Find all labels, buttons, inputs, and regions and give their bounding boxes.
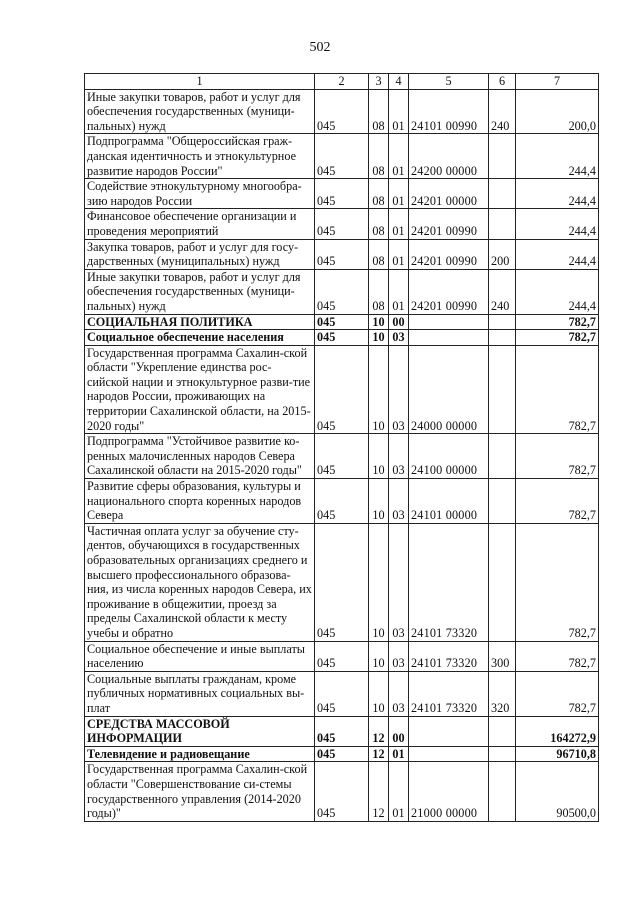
- row-expense-type: [489, 479, 516, 524]
- column-header: 2: [315, 74, 369, 90]
- table-header-row: [85, 74, 599, 90]
- row-name: Содействие этнокультурному многообра-зию народов России: [85, 179, 315, 209]
- row-amount: 782,7: [516, 345, 599, 434]
- table-row: [85, 345, 599, 434]
- row-target-article: 24101 00990: [409, 89, 489, 134]
- row-amount: 782,7: [516, 479, 599, 524]
- row-target-article: 24201 00990: [409, 209, 489, 239]
- table-row: [85, 134, 599, 179]
- row-name: Государственная программа Сахалин-ской области "Совершенствование си-стемы государственного управления (2014-2020 годы)": [85, 762, 315, 821]
- row-ministry-code: 045: [315, 479, 369, 524]
- row-name: Государственная программа Сахалин-ской области "Укрепление единства рос-сийской нации и этнокультурное разви-тие народов России, проживающих на территории Сахалинской области, на 2015-2020 годы": [85, 345, 315, 434]
- row-ministry-code: 045: [315, 523, 369, 641]
- row-expense-type: [489, 209, 516, 239]
- table-row: [85, 239, 599, 269]
- row-target-article: 24201 00000: [409, 179, 489, 209]
- table-row: [85, 716, 599, 746]
- row-amount: 244,4: [516, 179, 599, 209]
- row-expense-type: 320: [489, 671, 516, 716]
- row-expense-type: [489, 330, 516, 346]
- row-subsection-code: 01: [389, 269, 409, 314]
- row-ministry-code: 045: [315, 671, 369, 716]
- row-subsection-code: 03: [389, 479, 409, 524]
- row-ministry-code: 045: [315, 716, 369, 746]
- row-section-code: 10: [369, 671, 389, 716]
- row-target-article: [409, 330, 489, 346]
- row-name: Иные закупки товаров, работ и услуг для обеспечения государственных (муници-пальных) нужд: [85, 269, 315, 314]
- row-subsection-code: 01: [389, 746, 409, 762]
- row-subsection-code: 03: [389, 434, 409, 479]
- row-expense-type: [489, 716, 516, 746]
- row-subsection-code: 00: [389, 314, 409, 330]
- row-subsection-code: 03: [389, 671, 409, 716]
- row-ministry-code: 045: [315, 179, 369, 209]
- table-row: [85, 746, 599, 762]
- row-section-code: 10: [369, 314, 389, 330]
- row-amount: 782,7: [516, 671, 599, 716]
- row-target-article: [409, 746, 489, 762]
- row-section-code: 08: [369, 179, 389, 209]
- row-section-code: 08: [369, 89, 389, 134]
- row-ministry-code: 045: [315, 330, 369, 346]
- row-name: Иные закупки товаров, работ и услуг для обеспечения государственных (муници-пальных) нужд: [85, 89, 315, 134]
- row-expense-type: 240: [489, 89, 516, 134]
- row-section-code: 12: [369, 746, 389, 762]
- row-amount: 782,7: [516, 434, 599, 479]
- row-name: Социальное обеспечение и иные выплаты населению: [85, 641, 315, 671]
- row-target-article: [409, 716, 489, 746]
- row-subsection-code: 00: [389, 716, 409, 746]
- row-expense-type: 300: [489, 641, 516, 671]
- column-header: 7: [516, 74, 599, 90]
- table-row: [85, 641, 599, 671]
- row-subsection-code: 01: [389, 762, 409, 821]
- budget-table: [84, 73, 599, 822]
- row-target-article: 24000 00000: [409, 345, 489, 434]
- table-row: [85, 269, 599, 314]
- row-amount: 90500,0: [516, 762, 599, 821]
- row-amount: 164272,9: [516, 716, 599, 746]
- row-subsection-code: 01: [389, 134, 409, 179]
- row-target-article: [409, 314, 489, 330]
- row-amount: 782,7: [516, 330, 599, 346]
- row-section-code: 08: [369, 209, 389, 239]
- row-subsection-code: 01: [389, 89, 409, 134]
- row-subsection-code: 03: [389, 330, 409, 346]
- table-row: [85, 523, 599, 641]
- row-target-article: 24100 00000: [409, 434, 489, 479]
- column-header: 4: [389, 74, 409, 90]
- row-name: Социальное обеспечение населения: [85, 330, 315, 346]
- row-section-code: 08: [369, 134, 389, 179]
- row-target-article: 24201 00990: [409, 269, 489, 314]
- table-row: [85, 671, 599, 716]
- table-row: [85, 89, 599, 134]
- row-amount: 200,0: [516, 89, 599, 134]
- row-section-code: 10: [369, 523, 389, 641]
- row-expense-type: 200: [489, 239, 516, 269]
- row-ministry-code: 045: [315, 89, 369, 134]
- row-name: Подпрограмма "Устойчивое развитие ко-ренных малочисленных народов Севера Сахалинской области на 2015-2020 годы": [85, 434, 315, 479]
- table-row: [85, 330, 599, 346]
- row-amount: 244,4: [516, 239, 599, 269]
- row-ministry-code: 045: [315, 134, 369, 179]
- row-ministry-code: 045: [315, 746, 369, 762]
- row-name: Подпрограмма "Общероссийская граж-данская идентичность и этнокультурное развитие народов России": [85, 134, 315, 179]
- row-amount: 782,7: [516, 641, 599, 671]
- table-row: [85, 209, 599, 239]
- row-expense-type: [489, 179, 516, 209]
- row-section-code: 10: [369, 330, 389, 346]
- row-section-code: 08: [369, 269, 389, 314]
- column-header: 3: [369, 74, 389, 90]
- table-body: [85, 74, 599, 822]
- row-section-code: 12: [369, 762, 389, 821]
- row-subsection-code: 03: [389, 345, 409, 434]
- row-ministry-code: 045: [315, 314, 369, 330]
- row-section-code: 10: [369, 479, 389, 524]
- row-ministry-code: 045: [315, 345, 369, 434]
- row-amount: 244,4: [516, 134, 599, 179]
- row-ministry-code: 045: [315, 434, 369, 479]
- row-target-article: 24101 73320: [409, 671, 489, 716]
- row-subsection-code: 01: [389, 179, 409, 209]
- row-expense-type: [489, 134, 516, 179]
- column-header: 6: [489, 74, 516, 90]
- row-target-article: 21000 00000: [409, 762, 489, 821]
- row-name: СОЦИАЛЬНАЯ ПОЛИТИКА: [85, 314, 315, 330]
- row-expense-type: 240: [489, 269, 516, 314]
- row-amount: 244,4: [516, 209, 599, 239]
- row-section-code: 12: [369, 716, 389, 746]
- row-amount: 244,4: [516, 269, 599, 314]
- row-section-code: 10: [369, 345, 389, 434]
- table-row: [85, 479, 599, 524]
- row-amount: 782,7: [516, 523, 599, 641]
- table-row: [85, 762, 599, 821]
- row-name: Финансовое обеспечение организации и проведения мероприятий: [85, 209, 315, 239]
- row-name: Телевидение и радиовещание: [85, 746, 315, 762]
- row-target-article: 24201 00990: [409, 239, 489, 269]
- row-expense-type: [489, 314, 516, 330]
- row-ministry-code: 045: [315, 762, 369, 821]
- column-header: 1: [85, 74, 315, 90]
- row-expense-type: [489, 345, 516, 434]
- row-section-code: 10: [369, 641, 389, 671]
- row-amount: 782,7: [516, 314, 599, 330]
- row-ministry-code: 045: [315, 239, 369, 269]
- row-ministry-code: 045: [315, 269, 369, 314]
- row-amount: 96710,8: [516, 746, 599, 762]
- row-name: Развитие сферы образования, культуры и национального спорта коренных народов Севера: [85, 479, 315, 524]
- row-subsection-code: 03: [389, 641, 409, 671]
- row-name: Социальные выплаты гражданам, кроме публичных нормативных социальных вы-плат: [85, 671, 315, 716]
- row-expense-type: [489, 762, 516, 821]
- table-row: [85, 179, 599, 209]
- row-ministry-code: 045: [315, 641, 369, 671]
- row-name: СРЕДСТВА МАССОВОЙ ИНФОРМАЦИИ: [85, 716, 315, 746]
- column-header: 5: [409, 74, 489, 90]
- row-expense-type: [489, 746, 516, 762]
- row-name: Закупка товаров, работ и услуг для госу-дарственных (муниципальных) нужд: [85, 239, 315, 269]
- row-target-article: 24101 00000: [409, 479, 489, 524]
- row-target-article: 24101 73320: [409, 523, 489, 641]
- row-section-code: 08: [369, 239, 389, 269]
- row-subsection-code: 03: [389, 523, 409, 641]
- row-subsection-code: 01: [389, 209, 409, 239]
- row-subsection-code: 01: [389, 239, 409, 269]
- row-expense-type: [489, 523, 516, 641]
- row-expense-type: [489, 434, 516, 479]
- row-name: Частичная оплата услуг за обучение сту-дентов, обучающихся в государственных образовательных организациях среднего и высшего профессионального образова-ния, из числа коренных народов Севера, их проживание в общежитии, проезд за пределы Сахалинской области к месту учебы и обратно: [85, 523, 315, 641]
- row-target-article: 24200 00000: [409, 134, 489, 179]
- page-number: 502: [309, 40, 331, 55]
- row-ministry-code: 045: [315, 209, 369, 239]
- row-target-article: 24101 73320: [409, 641, 489, 671]
- row-section-code: 10: [369, 434, 389, 479]
- table-row: [85, 434, 599, 479]
- table-row: [85, 314, 599, 330]
